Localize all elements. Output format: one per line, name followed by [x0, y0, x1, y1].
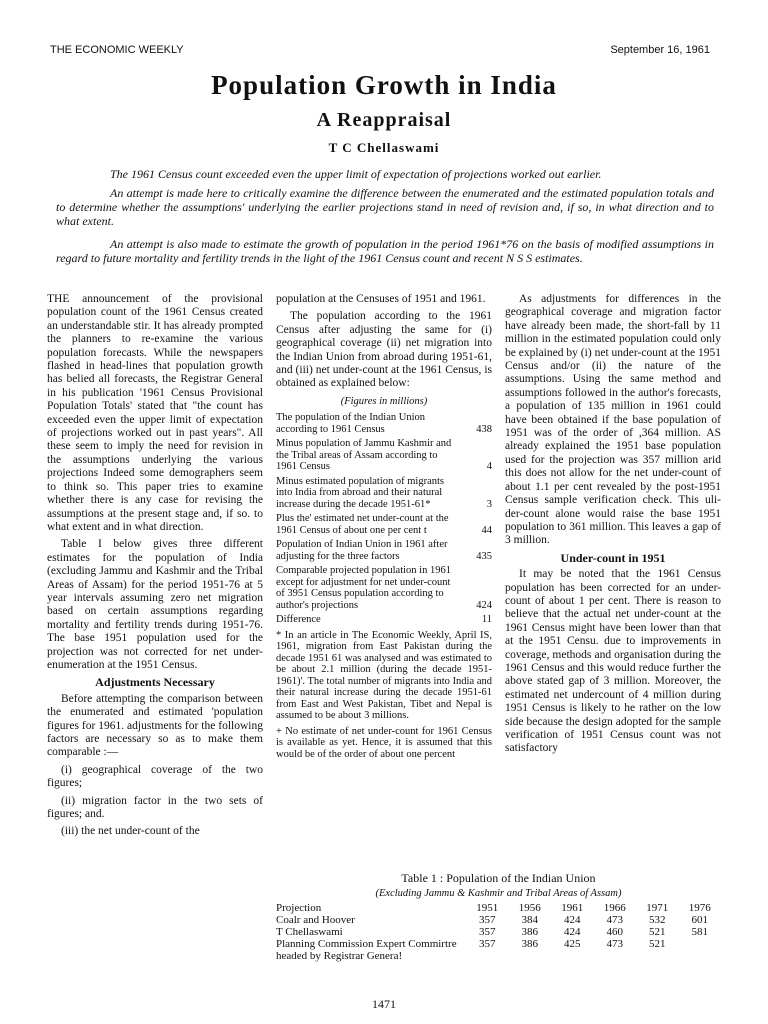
row-label: Difference	[276, 614, 321, 626]
table-cell: 473	[606, 914, 623, 926]
table-cell: Coalr and Hoover	[276, 914, 355, 926]
header-cell: 1961	[561, 902, 584, 914]
row-label: Plus the' estimated net under-count at the 1961 Census of about one per cent t	[276, 513, 449, 536]
adjustment-list	[47, 764, 263, 839]
row-label: Minus population of Jammu Kashmir and the Tribal areas of Assam according to 1961 Census	[276, 438, 452, 473]
table-header-row	[276, 902, 721, 914]
table-cell: Planning Commission Expert Commirtre headed by Registrar Genera!	[276, 938, 457, 962]
table-row	[276, 914, 721, 926]
footnote: + No estimate of net under-count for 1961 Census is available as yet. Hence, it is assumed that this would be of the order of about one percent	[276, 725, 492, 760]
header-cell: 1966	[603, 902, 626, 914]
table-cell	[679, 938, 722, 962]
row-label: Comparable projected population in 1961 except for adjustment for net under-count of 3951 Census population according to author's projections	[276, 565, 451, 611]
row-value: 435	[476, 550, 492, 562]
section-heading: Adjustments Necessary	[95, 675, 215, 690]
row-value: 424	[476, 599, 492, 611]
abstract-paragraph: An attempt is made here to critically examine the difference between the enumerated and the estimated population totals and to determine whether the assumptions' underlying the earlier projections stand in need of revision and, if so, in what direction and to what extent.	[56, 186, 714, 228]
row-value: 11	[481, 614, 492, 626]
table-cell: 473	[606, 938, 623, 950]
row-value: 438	[476, 423, 492, 435]
table-cell: 386	[521, 938, 538, 950]
body-paragraph: It may be noted that the 1961 Census population has been corrected for an under-count of about 1 per cent. There is reason to believe that the actual net under-count at the 1961 Census might have been lower than that at the 1951 Censu. due to improvements in coverage, methods and organisation during the 1961 Census and this would reduce further the above stated gap of 3 million. Moreover, the estimated net undercount of 4 million during 1951 Census is likely to he rather on the low side because the design adopted for the sample verification of 1951 Census count was not satisfactory	[505, 568, 721, 755]
row-label: Minus estimated population of migrants into India from abroad and their natural increase during the decade 1951-61*	[276, 475, 444, 510]
table-row	[276, 565, 492, 611]
page-number: 1471	[372, 997, 396, 1011]
list-item: (iii) the net under-count of the	[61, 825, 200, 838]
table-cell: 521	[649, 926, 666, 938]
list-item: (i) geographical coverage of the two figures;	[47, 763, 263, 790]
body-paragraph: Table I below gives three different estimates for the population of India (excluding Jammu and Kashmir and the Tribal Areas of Assam) for the period 1951-76 at 5 year intervals assuming zero net migration based on certain assumptions regarding mortality and fertility trends during 1951-76. The base 1951 population used for the projection was not corrected for net under-enumeration at the 1951 Census.	[47, 538, 263, 671]
population-table	[276, 871, 721, 962]
table-row	[276, 513, 492, 536]
article-title: Population Growth in India	[211, 70, 557, 100]
section-heading: Under-count in 1951	[560, 550, 666, 565]
footnote: * In an article in The Economic Weekly, April IS, 1961, migration from East Pakistan during the decade 1951 61 was analysed and was estimated to be about 2.1 million (during the decade 1951-1961)'. The total number of migrants into India and their natural increase during the decade 1951-61 from East and West Pakistan, Tibet and Nepal is assumed to be about 3 millions.	[276, 629, 492, 722]
table-row	[276, 926, 721, 938]
issue-date: September 16, 1961	[610, 44, 710, 56]
table-cell: 581	[691, 926, 708, 938]
body-paragraph: population at the Censuses of 1951 and 1961.	[276, 293, 486, 305]
table-row	[276, 938, 721, 962]
header-cell: 1951	[476, 902, 499, 914]
table-cell: 357	[479, 914, 496, 926]
list-item: (ii) migration factor in the two sets of figures; and.	[47, 794, 263, 821]
column-2	[276, 293, 492, 762]
row-value: 4	[486, 461, 492, 473]
table-cell: T Chellaswami	[276, 926, 343, 938]
abstract-paragraph: The 1961 Census count exceeded even the upper limit of expectation of projections worked out earlier.	[110, 167, 602, 181]
table-title: Table 1 : Population of the Indian Union	[401, 871, 596, 885]
body-paragraph: As adjustments for differences in the geographical coverage and migration factor have already been made, the short-fall by 11 million in the estimated population could only be explained by (i) net under-count at the 1951 Census and/or (ii) the nature of the assumptions. Using the same method and assumptions followed in the author's forecasts, a population of 135 million in 1961 could have been obtained if the base population of 1951 was of the order of ,364 million. AS already explained the 1951 base population used for the projection was 357 million arid this does not allow for the net under-count of about 1.1 per cent revealed by the post-1951 Census sample verification check. This uli-der-count alone would raise the base 1951 population to 361 million. This leaves a gap of 3 million.	[505, 293, 721, 547]
table-row	[276, 412, 492, 435]
table-cell: 424	[564, 914, 581, 926]
table-row	[276, 614, 492, 626]
column-1	[47, 293, 263, 843]
header-cell: 1976	[688, 902, 711, 914]
figures-caption: (Figures in millions)	[340, 395, 428, 407]
author-name: T C Chellaswami	[328, 140, 440, 155]
column-3	[505, 293, 721, 760]
table-subtitle: (Excluding Jammu & Kashmir and Tribal Areas of Assam)	[375, 888, 622, 899]
header-cell: Projection	[276, 902, 322, 914]
body-paragraph: The population according to the 1961 Census after adjusting the same for (i) geographical coverage (ii) net migration into the Indian Union from abroad during 1951-61, and (iii) net under-count at the 1961 Census, is obtained as explained below:	[276, 310, 492, 390]
table-cell: 425	[564, 938, 581, 950]
journal-name: THE ECONOMIC WEEKLY	[50, 44, 184, 56]
table-cell: 601	[691, 914, 708, 926]
row-value: 3	[486, 498, 492, 510]
table-cell: 460	[606, 926, 623, 938]
row-label: The population of the Indian Union according to 1961 Census	[276, 412, 426, 435]
table-cell: 384	[521, 914, 538, 926]
table-cell: 357	[479, 938, 496, 950]
body-paragraph: THE announcement of the provisional population count of the 1961 Census created an understandable stir. It has already prompted the planners to re-examine the various population forecasts. While the newspapers flashed in head-lines that population growth has belied all forecasts, the Registrar General in his publication '1961 Census Provisional Population Totals' stated that "the count has exceeded even the upper limit of expectation of projections worked out in past years". All these seem to imply the need for revision in the assumptions underlying the various projections Indeed some demographers seem to think so. This paper tries to examine whether there is any case for revising the assumptions at the present stage and, if so. to what extent and in what direction.	[47, 293, 263, 533]
header-cell: 1971	[646, 902, 669, 914]
body-paragraph: Before attempting the comparison between the enumerated and estimated 'population figures for 1961. adjustments for the following factors are necessary so as to make them comparable :—	[47, 692, 263, 759]
table-cell: 424	[564, 926, 581, 938]
adjustment-table	[276, 412, 492, 626]
table-cell: 386	[521, 926, 538, 938]
table-row	[276, 539, 492, 562]
abstract-paragraph: An attempt is also made to estimate the growth of population in the period 1961*76 on the basis of modified assumptions in regard to future mortality and fertility trends in the light of the 1961 Census count and recent N S S estimates.	[56, 237, 714, 265]
article-subtitle: A Reappraisal	[316, 109, 452, 131]
table-cell: 532	[649, 914, 666, 926]
table-row	[276, 438, 492, 473]
table-cell: 357	[479, 926, 496, 938]
header-cell: 1956	[518, 902, 541, 914]
table-row	[276, 476, 492, 511]
table-cell: 521	[649, 938, 666, 950]
row-label: Population of Indian Union in 1961 after adjusting for the three factors	[276, 539, 448, 562]
row-value: 44	[481, 524, 492, 536]
